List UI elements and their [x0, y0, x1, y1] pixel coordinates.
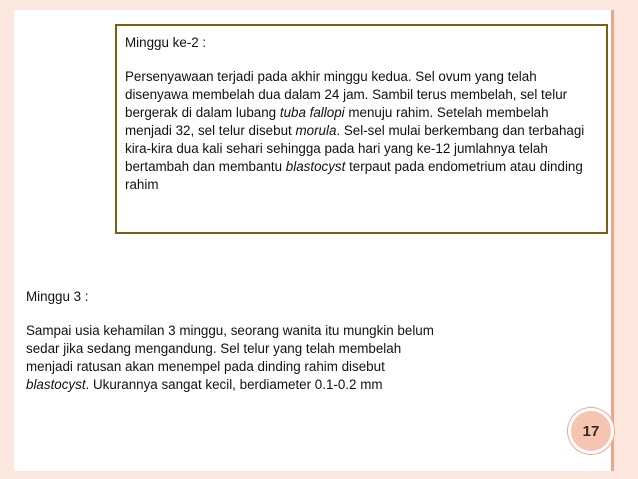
week-3-heading: Minggu 3 :: [26, 289, 89, 304]
week-2-text-part: terpaut pada endometrium atau dinding rahim: [125, 159, 583, 192]
week-3-text-part: . Ukurannya sangat kecil, berdiameter 0.1-0.2 mm: [85, 377, 383, 392]
week-2-text-part: menuju rahim. Setelah membelah menjadi 32, sel telur disebut: [125, 105, 549, 138]
page-number-badge: 17: [568, 408, 614, 454]
week-2-heading: Minggu ke-2 :: [125, 35, 207, 50]
week-3-paragraph: [26, 322, 451, 394]
term-blastocyst: blastocyst: [285, 159, 346, 174]
term-blastocyst: blastocyst: [26, 377, 86, 392]
week-3-section: [26, 288, 451, 394]
week-2-text-part: . Sel-sel mulai berkembang dan terbahagi kira-kira dua kali sehari sehingga pada hari yang ke-12 jumlahnya telah bertambah dan membantu: [125, 123, 585, 174]
week-2-paragraph: [125, 68, 598, 194]
term-tuba-fallopi: tuba fallopi: [279, 105, 345, 120]
week-3-text-part: Sampai usia kehamilan 3 minggu, seorang wanita itu mungkin belum sedar jika sedang mengandung. Sel telur yang telah membelah menjadi ratusan akan menempel pada dinding rahim disebut: [26, 323, 434, 374]
term-morula: morula: [295, 123, 337, 138]
week-2-text-box: [115, 24, 608, 234]
week-2-text-part: Persenyawaan terjadi pada akhir minggu kedua. Sel ovum yang telah disenyawa membelah dua dalam 24 jam. Sambil terus membelah, sel telur bergerak di dalam lubang: [125, 69, 568, 120]
slide: [14, 10, 614, 471]
